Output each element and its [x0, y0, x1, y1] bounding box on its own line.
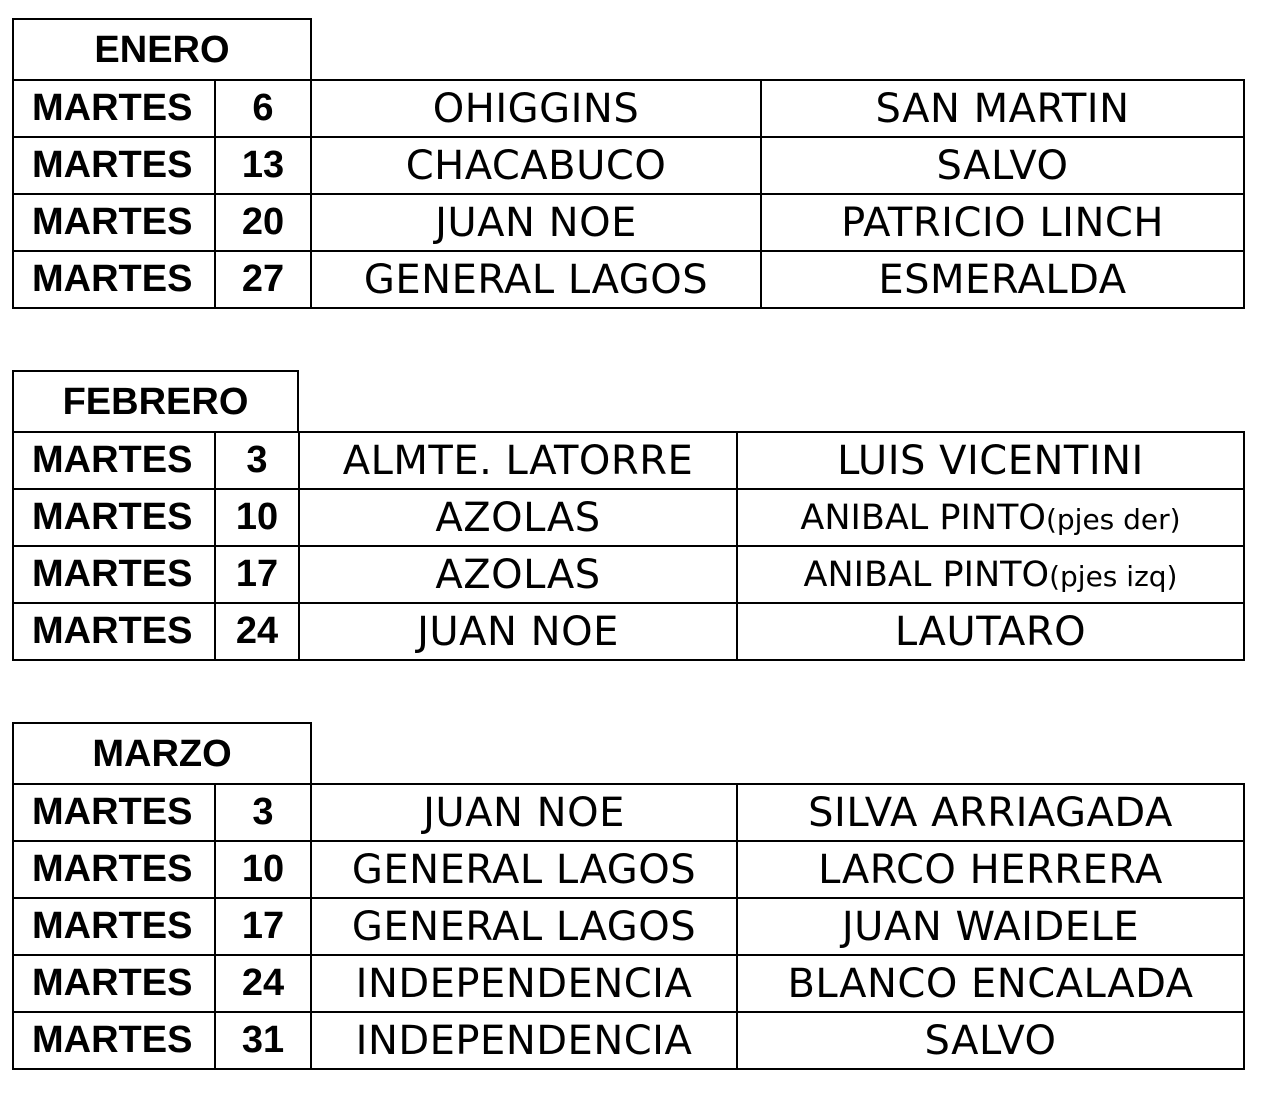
- street-1-cell: JUAN NOE: [311, 784, 737, 841]
- day-cell: MARTES: [13, 194, 215, 251]
- street-2-cell: LARCO HERRERA: [737, 841, 1244, 898]
- street-1-cell: JUAN NOE: [311, 194, 761, 251]
- table-row: [13, 489, 1244, 546]
- schedule-table: [12, 431, 1245, 661]
- day-cell: MARTES: [13, 841, 215, 898]
- street-2-cell: ESMERALDA: [761, 251, 1244, 308]
- day-cell: MARTES: [13, 80, 215, 137]
- day-cell: MARTES: [13, 603, 215, 660]
- table-row: [13, 80, 1244, 137]
- month-title: MARZO: [12, 722, 312, 784]
- street-2-cell: SALVO: [761, 137, 1244, 194]
- table-row: [13, 898, 1244, 955]
- day-cell: MARTES: [13, 251, 215, 308]
- day-cell: MARTES: [13, 898, 215, 955]
- table-row: [13, 432, 1244, 489]
- street-1-cell: CHACABUCO: [311, 137, 761, 194]
- day-cell: MARTES: [13, 955, 215, 1012]
- schedule-table: [12, 79, 1245, 309]
- street-1-cell: AZOLAS: [299, 546, 737, 603]
- date-cell: 6: [215, 80, 311, 137]
- street-1-cell: GENERAL LAGOS: [311, 841, 737, 898]
- street-1-cell: AZOLAS: [299, 489, 737, 546]
- street-2-cell: [737, 546, 1244, 603]
- month-title: ENERO: [12, 18, 312, 80]
- street-2-cell: LAUTARO: [737, 603, 1244, 660]
- date-cell: 3: [215, 784, 311, 841]
- street-2-cell: SAN MARTIN: [761, 80, 1244, 137]
- table-row: [13, 194, 1244, 251]
- day-cell: MARTES: [13, 1012, 215, 1069]
- date-cell: 31: [215, 1012, 311, 1069]
- date-cell: 10: [215, 489, 299, 546]
- date-cell: 24: [215, 603, 299, 660]
- street-name: ANIBAL PINTO: [803, 554, 1050, 595]
- side-note: (pjes der): [1045, 502, 1181, 536]
- table-row: [13, 251, 1244, 308]
- street-name: ANIBAL PINTO: [800, 497, 1046, 538]
- street-2-cell: [737, 489, 1244, 546]
- street-1-cell: JUAN NOE: [299, 603, 737, 660]
- date-cell: 10: [215, 841, 311, 898]
- street-1-cell: INDEPENDENCIA: [311, 1012, 737, 1069]
- street-1-cell: OHIGGINS: [311, 80, 761, 137]
- day-cell: MARTES: [13, 137, 215, 194]
- street-2-cell: SILVA ARRIAGADA: [737, 784, 1244, 841]
- day-cell: MARTES: [13, 432, 215, 489]
- day-cell: MARTES: [13, 784, 215, 841]
- side-note: (pjes izq): [1049, 559, 1178, 593]
- street-1-cell: ALMTE. LATORRE: [299, 432, 737, 489]
- date-cell: 20: [215, 194, 311, 251]
- day-cell: MARTES: [13, 489, 215, 546]
- table-row: [13, 1012, 1244, 1069]
- street-1-cell: INDEPENDENCIA: [311, 955, 737, 1012]
- street-1-cell: GENERAL LAGOS: [311, 251, 761, 308]
- table-row: [13, 955, 1244, 1012]
- date-cell: 17: [215, 546, 299, 603]
- month-title: FEBRERO: [12, 370, 299, 432]
- date-cell: 17: [215, 898, 311, 955]
- table-row: [13, 603, 1244, 660]
- date-cell: 3: [215, 432, 299, 489]
- date-cell: 13: [215, 137, 311, 194]
- street-2-cell: SALVO: [737, 1012, 1244, 1069]
- table-row: [13, 841, 1244, 898]
- street-2-cell: BLANCO ENCALADA: [737, 955, 1244, 1012]
- schedule-table: [12, 783, 1245, 1070]
- street-1-cell: GENERAL LAGOS: [311, 898, 737, 955]
- date-cell: 27: [215, 251, 311, 308]
- street-2-cell: PATRICIO LINCH: [761, 194, 1244, 251]
- table-row: [13, 546, 1244, 603]
- date-cell: 24: [215, 955, 311, 1012]
- street-2-cell: JUAN WAIDELE: [737, 898, 1244, 955]
- day-cell: MARTES: [13, 546, 215, 603]
- table-row: [13, 784, 1244, 841]
- street-2-cell: LUIS VICENTINI: [737, 432, 1244, 489]
- table-row: [13, 137, 1244, 194]
